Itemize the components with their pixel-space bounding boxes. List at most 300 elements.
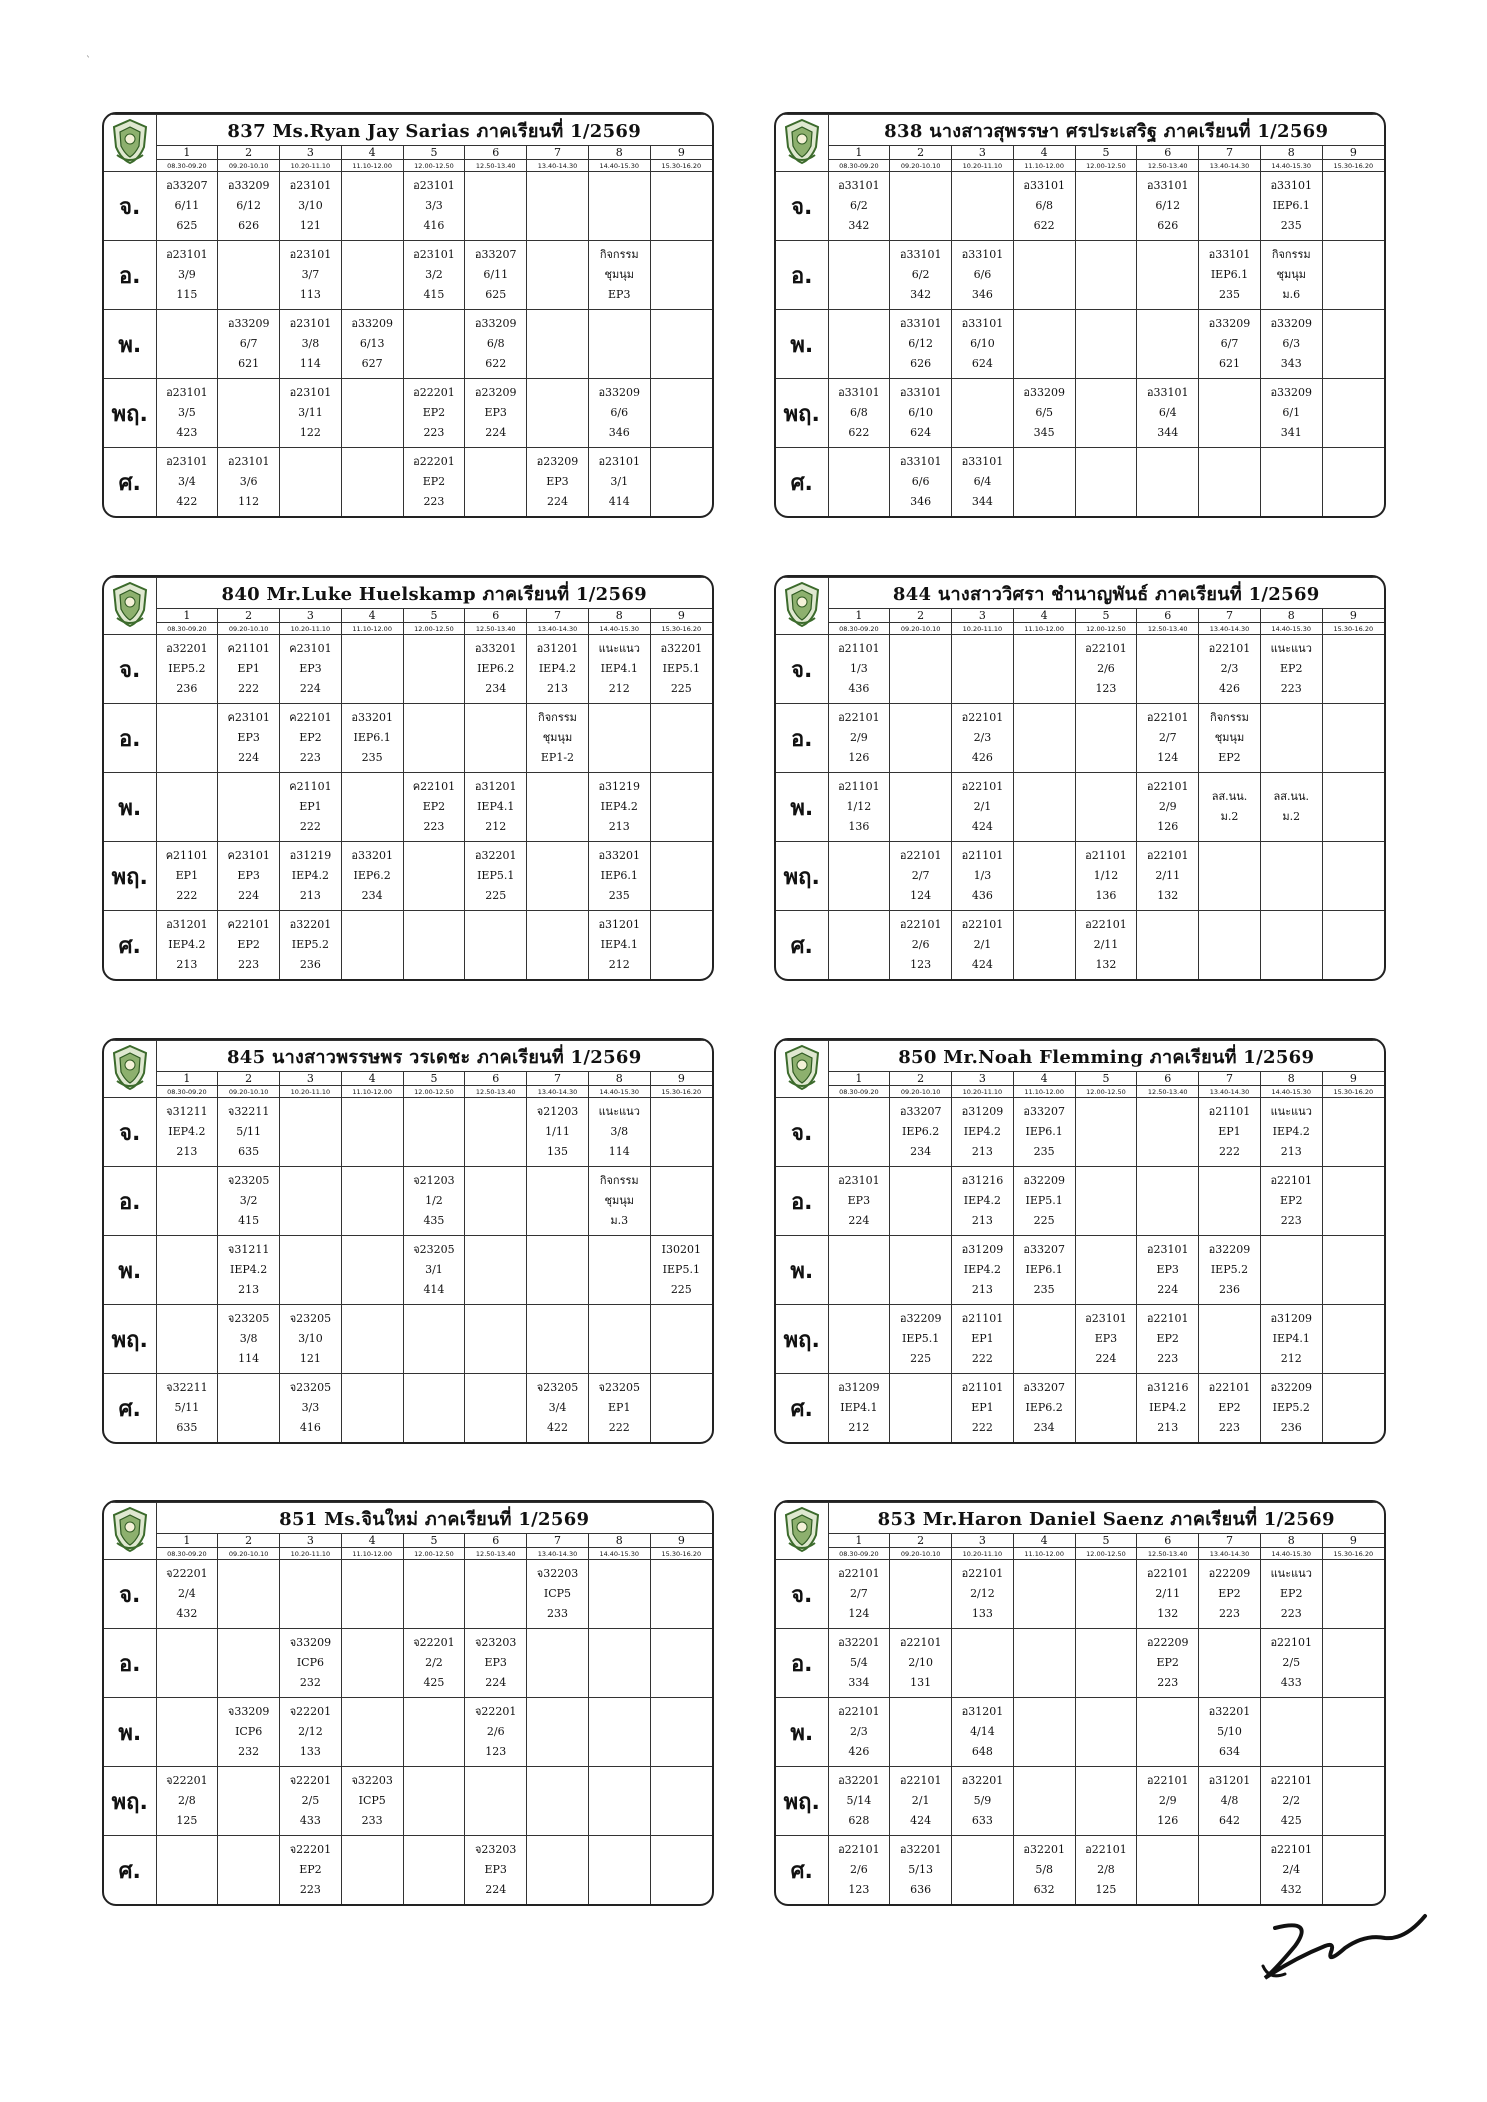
schedule-cell [280,1698,342,1767]
course-code: อ22101 [899,1774,942,1787]
schedule-cell [650,1374,712,1443]
school-crest-icon [109,1505,151,1553]
room-number: 232 [238,1745,260,1758]
day-label: ศ. [776,1836,828,1905]
class-group: 6/12 [1155,199,1181,212]
day-label: อ. [104,241,156,310]
schedule-cell [952,1098,1014,1167]
class-group: EP2 [422,800,446,813]
room-number: 112 [238,495,260,508]
course-code: อ31219 [598,780,641,793]
room-number: 115 [176,288,198,301]
period-time: 11.10-12.00 [341,623,403,635]
class-group: 2/12 [298,1725,323,1738]
course-code: อ32201 [1023,1843,1065,1856]
room-number: 234 [910,1145,932,1158]
period-number: 4 [341,609,403,623]
class-group: 6/12 [908,337,933,350]
schedule-cell [1013,241,1075,310]
class-group: 6/2 [850,199,868,212]
schedule-cell [280,241,342,310]
schedule-cell [1137,310,1199,379]
schedule-cell [1260,1236,1322,1305]
room-number: 222 [299,820,321,833]
course-code: อ33101 [961,455,1004,468]
period-time: 11.10-12.00 [1013,1548,1075,1560]
schedule-cell [341,1629,403,1698]
schedule-cell [1322,1767,1384,1836]
room-number: 224 [299,682,321,695]
room-number: 213 [238,1283,260,1296]
day-row [104,1098,712,1167]
schedule-cell [1260,1167,1322,1236]
class-group: 6/7 [239,337,258,350]
class-group: EP2 [1280,662,1303,675]
class-group: 3/10 [298,1332,323,1345]
course-code: อ33101 [838,386,880,399]
schedule-cell [218,1698,280,1767]
schedule-cell [1260,635,1322,704]
room-number: 223 [1280,682,1302,695]
class-group: 1/3 [850,662,868,675]
class-group: IEP6.2 [353,869,391,882]
course-code: อ32201 [961,1774,1004,1787]
room-number: 222 [608,1421,630,1434]
course-code: จ22201 [474,1705,517,1718]
schedule-cell [280,911,342,980]
schedule-cell [1199,448,1261,517]
course-code: จ22201 [166,1567,208,1580]
day-row [776,911,1384,980]
room-number: 346 [910,495,932,508]
room-number: 133 [971,1607,993,1620]
course-code: ค23101 [227,849,270,862]
day-row [104,1836,712,1905]
class-group: 6/6 [973,268,992,281]
period-time: 10.20-11.10 [952,1548,1014,1560]
course-code: อ22101 [838,1705,880,1718]
class-group: EP2 [299,1863,322,1876]
class-group: 6/8 [850,406,868,419]
class-group: 3/7 [301,268,320,281]
room-number: 344 [971,495,993,508]
schedule-cell [527,911,589,980]
schedule-cell [1199,172,1261,241]
schedule-cell [465,773,527,842]
schedule-cell [156,1374,218,1443]
period-number: 3 [280,146,342,160]
schedule-cell [890,172,952,241]
day-row [104,172,712,241]
period-time: 08.30-09.20 [156,160,218,172]
schedule-cell [218,1098,280,1167]
schedule-cell [650,1167,712,1236]
schedule-cell [527,635,589,704]
schedule-cell [403,172,465,241]
schedule-cell [1137,1098,1199,1167]
course-code: อ22101 [1270,1174,1313,1187]
room-number: 223 [423,495,445,508]
schedule-cell [1075,1167,1137,1236]
period-number: 1 [828,1072,890,1086]
schedule-cell [1260,1836,1322,1905]
course-code: ลส.นน. [1211,790,1248,803]
schedule-cell [1260,172,1322,241]
course-code: อ22101 [1146,849,1189,862]
period-time: 15.30-16.20 [1322,160,1384,172]
schedule-cell [465,172,527,241]
schedule-cell [1075,773,1137,842]
schedule-cell [1013,172,1075,241]
schedule-cell [527,1167,589,1236]
course-code: อ23101 [289,386,332,399]
course-code: อ33101 [899,248,942,261]
room-number: 624 [971,357,993,370]
course-code: อ32209 [1023,1174,1065,1187]
day-label: จ. [104,1098,156,1167]
course-code: อ33101 [961,248,1004,261]
schedule-cell [280,1374,342,1443]
schedule-cell [952,241,1014,310]
schedule-cell [1075,911,1137,980]
day-label: อ. [776,704,828,773]
schedule-cell [527,1698,589,1767]
room-number: 213 [608,820,630,833]
period-number: 8 [588,609,650,623]
schedule-cell [890,448,952,517]
schedule-cell [527,1305,589,1374]
class-group: 6/7 [1220,337,1239,350]
schedule-cell [952,773,1014,842]
course-code: จ22201 [289,1774,332,1787]
period-number: 4 [341,146,403,160]
day-label: พฤ. [104,1305,156,1374]
room-number: 212 [608,682,630,695]
schedule-cell [650,911,712,980]
schedule-cell [403,1167,465,1236]
schedule-cell [280,842,342,911]
period-time: 12.50-13.40 [465,1548,527,1560]
period-number: 1 [156,1072,218,1086]
class-group: 4/8 [1220,1794,1239,1807]
room-number: 225 [670,682,692,695]
class-group: IEP5.2 [1272,1401,1310,1414]
schedule-cell [890,1167,952,1236]
class-group: 3/5 [178,406,196,419]
schedule-cell [465,1098,527,1167]
schedule-cell [465,1836,527,1905]
day-label: ศ. [776,911,828,980]
schedule-cell [156,1836,218,1905]
room-number: 224 [238,751,260,764]
class-group: 6/6 [610,406,629,419]
schedule-cell [403,773,465,842]
schedule-cell [1075,310,1137,379]
room-number: 622 [848,426,870,439]
class-group: 5/13 [908,1863,933,1876]
class-group: IEP6.2 [902,1125,940,1138]
room-number: 426 [848,1745,870,1758]
room-number: 212 [1280,1352,1302,1365]
school-logo [776,578,828,635]
day-label: ศ. [104,448,156,517]
day-label: พ. [104,1698,156,1767]
class-group: EP2 [1156,1656,1179,1669]
schedule-cell [828,1167,890,1236]
schedule-cell [1199,911,1261,980]
class-group: 6/8 [486,337,505,350]
schedule-cell [890,842,952,911]
period-time: 12.00-12.50 [403,1086,465,1098]
teacher-title: 840 Mr.Luke Huelskamp ภาคเรียนที่ 1/2569 [156,578,712,609]
schedule-cell [1075,635,1137,704]
schedule-cell [156,1767,218,1836]
period-time: 08.30-09.20 [828,1548,890,1560]
schedule-cell [588,241,650,310]
schedule-cell [1199,842,1261,911]
day-row [104,911,712,980]
room-number: 122 [299,426,321,439]
schedule-cell [341,379,403,448]
class-group: 5/9 [973,1794,992,1807]
day-row [104,379,712,448]
room-number: 416 [299,1421,321,1434]
room-number: 125 [176,1814,198,1827]
course-code: อ33209 [598,386,641,399]
course-code: อ22101 [1146,780,1189,793]
class-group: ชุมนุม [542,731,573,744]
period-number: 2 [890,609,952,623]
room-number: 223 [299,1883,321,1896]
schedule-cell [527,310,589,379]
room-number: 622 [485,357,507,370]
schedule-cell [1137,241,1199,310]
schedule-cell [1260,773,1322,842]
room-number: 626 [910,357,932,370]
day-row [104,241,712,310]
day-label: ศ. [104,1836,156,1905]
room-number: 628 [848,1814,870,1827]
room-number: 224 [546,495,568,508]
class-group: 2/11 [1155,1587,1181,1600]
schedule-cell [1322,1236,1384,1305]
course-code: อ22101 [838,1843,880,1856]
class-group: ICP6 [235,1725,263,1738]
schedule-cell [465,1767,527,1836]
period-time: 14.40-15.30 [588,623,650,635]
schedule-cell [588,635,650,704]
schedule-cell [403,241,465,310]
day-label: จ. [104,635,156,704]
schedule-cell [218,1629,280,1698]
course-code: อ23101 [227,455,270,468]
schedule-cell [1013,1560,1075,1629]
period-number: 5 [403,609,465,623]
schedule-cell [403,704,465,773]
schedule-cell [280,172,342,241]
schedule-cell [588,310,650,379]
course-code: อ21101 [961,1312,1004,1325]
school-crest-icon [109,1043,151,1091]
schedule-cell [1199,310,1261,379]
class-group: 3/2 [425,268,443,281]
schedule-cell [156,1098,218,1167]
room-number: 422 [546,1421,568,1434]
room-number: 426 [971,751,993,764]
course-code: อ22101 [838,711,880,724]
school-crest-icon [781,1505,823,1553]
schedule-table [774,112,1386,518]
class-group: 1/12 [1093,869,1119,882]
period-number: 3 [952,146,1014,160]
schedule-cell [828,172,890,241]
schedule-cell [890,310,952,379]
school-logo [104,578,156,635]
schedule-cell [1137,1767,1199,1836]
schedule-cell [890,911,952,980]
schedule-cell [465,379,527,448]
room-number: ม.6 [1282,288,1301,301]
period-time: 10.20-11.10 [280,160,342,172]
period-number: 8 [588,146,650,160]
period-number: 3 [280,609,342,623]
schedule-cell [890,1767,952,1836]
period-number: 9 [1322,609,1384,623]
period-number: 7 [527,1534,589,1548]
schedule-cell [1260,842,1322,911]
course-code: จ23205 [413,1243,455,1256]
schedule-cell [1199,704,1261,773]
schedule-cell [1137,1305,1199,1374]
class-group: 2/10 [908,1656,933,1669]
room-number: 233 [361,1814,383,1827]
room-number: 213 [1280,1145,1302,1158]
period-time: 15.30-16.20 [650,160,712,172]
day-row [104,1560,712,1629]
room-number: 224 [1157,1283,1179,1296]
room-number: 124 [910,889,932,902]
day-label: พฤ. [776,842,828,911]
period-number: 6 [1137,609,1199,623]
day-row [776,1305,1384,1374]
course-code: จ32203 [536,1567,579,1580]
class-group: EP1 [608,1401,631,1414]
schedule-cell [156,842,218,911]
period-number: 2 [890,1534,952,1548]
schedule-cell [1199,635,1261,704]
course-code: จ21203 [413,1174,455,1187]
period-time: 10.20-11.10 [280,1548,342,1560]
course-code: อ23101 [166,455,208,468]
schedule-cell [1199,1629,1261,1698]
schedule-cell [465,842,527,911]
class-group: EP2 [237,938,260,951]
schedule-cell [527,379,589,448]
day-row [776,1098,1384,1167]
room-number: 124 [1157,751,1179,764]
course-code: อ23101 [289,248,332,261]
schedule-cell [1199,1167,1261,1236]
period-time: 10.20-11.10 [280,1086,342,1098]
class-group: 6/3 [1282,337,1301,350]
course-code: อ22209 [1146,1636,1189,1649]
room-number: ม.3 [610,1214,629,1227]
course-code: ค23101 [227,711,270,724]
corner-mark: ` [86,56,91,67]
period-time: 11.10-12.00 [1013,1086,1075,1098]
period-time: 09.20-10.10 [218,1548,280,1560]
room-number: 234 [361,889,383,902]
schedule-cell [1137,842,1199,911]
schedule-cell [527,1560,589,1629]
class-group: EP1 [971,1401,994,1414]
schedule-table [102,112,714,518]
schedule-cell [952,1236,1014,1305]
schedule-cell [890,1098,952,1167]
schedule-cell [1075,241,1137,310]
day-row [104,704,712,773]
schedule-cell [890,1374,952,1443]
teacher-title: 851 Ms.จินใหม่ ภาคเรียนที่ 1/2569 [156,1503,712,1534]
schedule-cell [1322,1560,1384,1629]
course-code: อ23101 [166,386,208,399]
period-time: 09.20-10.10 [890,623,952,635]
class-group: 3/1 [425,1263,443,1276]
class-group: EP3 [484,1863,507,1876]
class-group: 3/2 [239,1194,258,1207]
schedule-cell [1075,1698,1137,1767]
schedule-cell [1260,1305,1322,1374]
period-number: 3 [280,1534,342,1548]
schedule-cell [341,241,403,310]
room-number: 225 [1033,1214,1055,1227]
day-row [104,448,712,517]
schedule-cell [280,1236,342,1305]
schedule-cell [465,635,527,704]
schedule-cell [1322,842,1384,911]
schedule-cell [1075,1629,1137,1698]
period-time: 11.10-12.00 [1013,160,1075,172]
schedule-cell [218,704,280,773]
course-code: อ32201 [838,1636,880,1649]
school-crest-icon [781,580,823,628]
class-group: IEP6.1 [1210,268,1249,281]
class-group: 2/9 [1158,800,1177,813]
schedule-cell [1260,1374,1322,1443]
class-group: 2/12 [970,1587,995,1600]
day-row [776,172,1384,241]
class-group: 5/4 [850,1656,868,1669]
period-number: 7 [1199,146,1261,160]
class-group: EP2 [1156,1332,1179,1345]
class-group: 2/8 [178,1794,196,1807]
room-number: 342 [848,219,870,232]
schedule-cell [952,1560,1014,1629]
period-number: 4 [341,1534,403,1548]
course-code: จ22201 [413,1636,455,1649]
class-group: 2/7 [1158,731,1177,744]
period-time: 12.50-13.40 [465,160,527,172]
schedule-cell [280,1098,342,1167]
class-group: 2/9 [850,731,868,744]
day-label: จ. [104,1560,156,1629]
course-code: อ33209 [474,317,517,330]
course-code: อ23101 [166,248,208,261]
schedule-cell [1137,911,1199,980]
room-number: 621 [1218,357,1240,370]
room-number: 627 [361,357,383,370]
class-group: 3/10 [298,199,323,212]
